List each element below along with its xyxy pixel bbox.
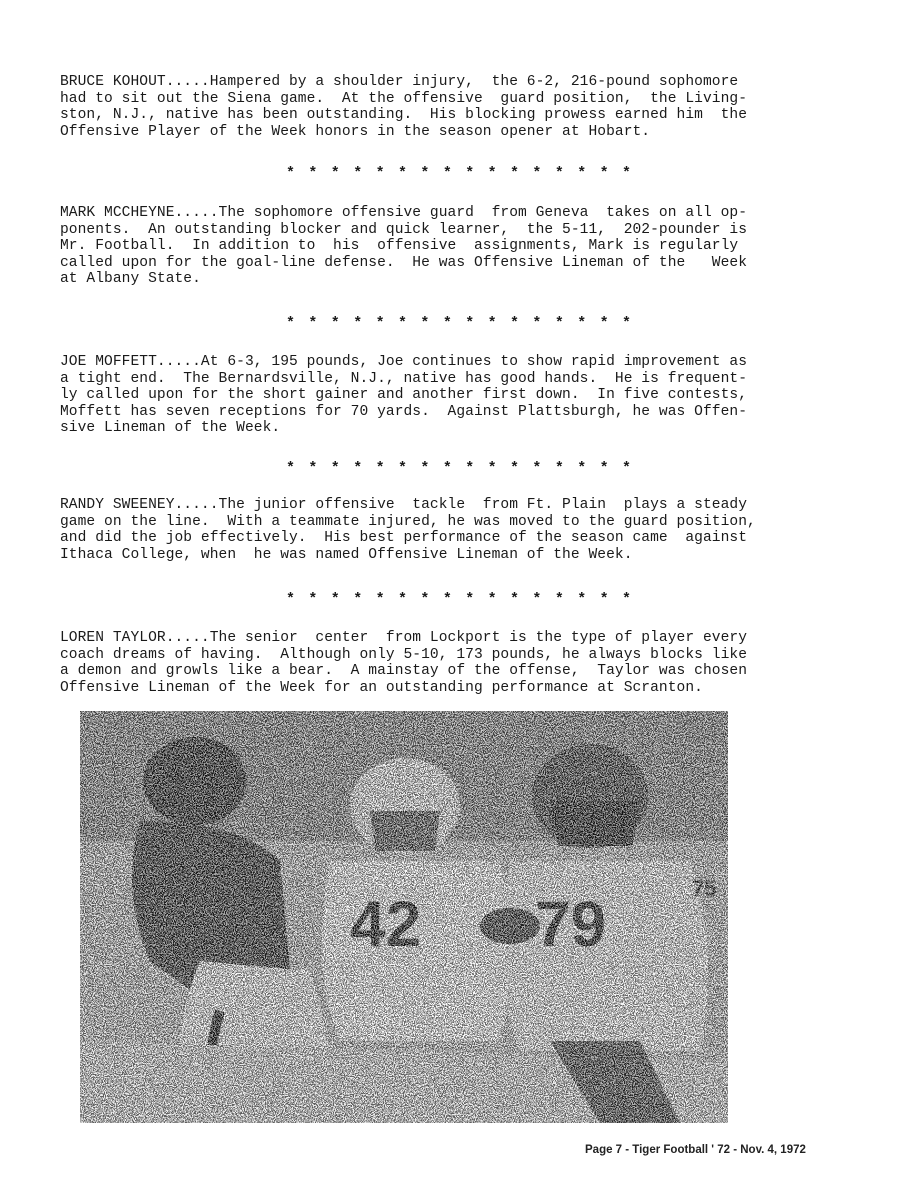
- bio-line: MARK MCCHEYNE.....The sophomore offensive guard from Geneva takes on all op-: [60, 205, 747, 221]
- bio-line: and did the job effectively. His best performance of the season came against: [60, 530, 747, 547]
- bio-bruce-kohout: [60, 74, 772, 140]
- bio-line: Offensive Lineman of the Week for an outstanding performance at Scranton.: [60, 679, 703, 696]
- separator-stars: * * * * * * * * * * * * * * * *: [286, 591, 634, 608]
- bio-line: RANDY SWEENEY.....The junior offensive tackle from Ft. Plain plays a steady: [60, 497, 747, 513]
- bio-line: sive Lineman of the Week.: [60, 420, 281, 437]
- bio-line: ponents. An outstanding blocker and quick learner, the 5-11, 202-pounder is: [60, 221, 747, 238]
- bio-line: a tight end. The Bernardsville, N.J., native has good hands. He is frequent-: [60, 370, 747, 387]
- bio-line: BRUCE KOHOUT.....Hampered by a shoulder injury, the 6-2, 216-pound sophomore: [60, 74, 739, 90]
- bio-line: at Albany State.: [60, 271, 201, 288]
- bio-line: called upon for the goal-line defense. He was Offensive Lineman of the Week: [60, 254, 747, 271]
- bio-line: Moffett has seven receptions for 70 yards. Against Plattsburgh, he was Offen-: [60, 403, 747, 420]
- bio-line: Mr. Football. In addition to his offensive assignments, Mark is regularly: [60, 238, 739, 255]
- bio-line: LOREN TAYLOR.....The senior center from Lockport is the type of player every: [60, 630, 747, 646]
- bio-line: coach dreams of having. Although only 5-10, 173 pounds, he always blocks like: [60, 646, 747, 663]
- bio-line: ly called upon for the short gainer and another first down. In five contests,: [60, 387, 747, 404]
- bio-joe-moffett: [60, 354, 772, 437]
- page-footer: Page 7 - Tiger Football ' 72 - Nov. 4, 1972: [585, 1144, 806, 1156]
- bio-line: a demon and growls like a bear. A mainstay of the offense, Taylor was chosen: [60, 663, 747, 680]
- separator-stars: * * * * * * * * * * * * * * * *: [286, 315, 634, 332]
- photo-grain: [80, 711, 728, 1123]
- bio-line: had to sit out the Siena game. At the offensive guard position, the Living-: [60, 90, 747, 107]
- bio-line: Offensive Player of the Week honors in the season opener at Hobart.: [60, 123, 651, 140]
- bio-randy-sweeney: [60, 497, 772, 563]
- bio-line: JOE MOFFETT.....At 6-3, 195 pounds, Joe continues to show rapid improvement as: [60, 354, 747, 370]
- bio-line: game on the line. With a teammate injured, he was moved to the guard position,: [60, 513, 756, 530]
- bio-line: ston, N.J., native has been outstanding. His blocking prowess earned him the: [60, 107, 747, 124]
- bio-line: Ithaca College, when he was named Offensive Lineman of the Week.: [60, 546, 633, 563]
- football-action-photo: [80, 711, 728, 1123]
- separator-stars: * * * * * * * * * * * * * * * *: [286, 165, 634, 182]
- bio-mark-mccheyne: [60, 205, 772, 288]
- bio-loren-taylor: [60, 630, 772, 696]
- separator-stars: * * * * * * * * * * * * * * * *: [286, 460, 634, 477]
- photo-svg: [80, 711, 728, 1123]
